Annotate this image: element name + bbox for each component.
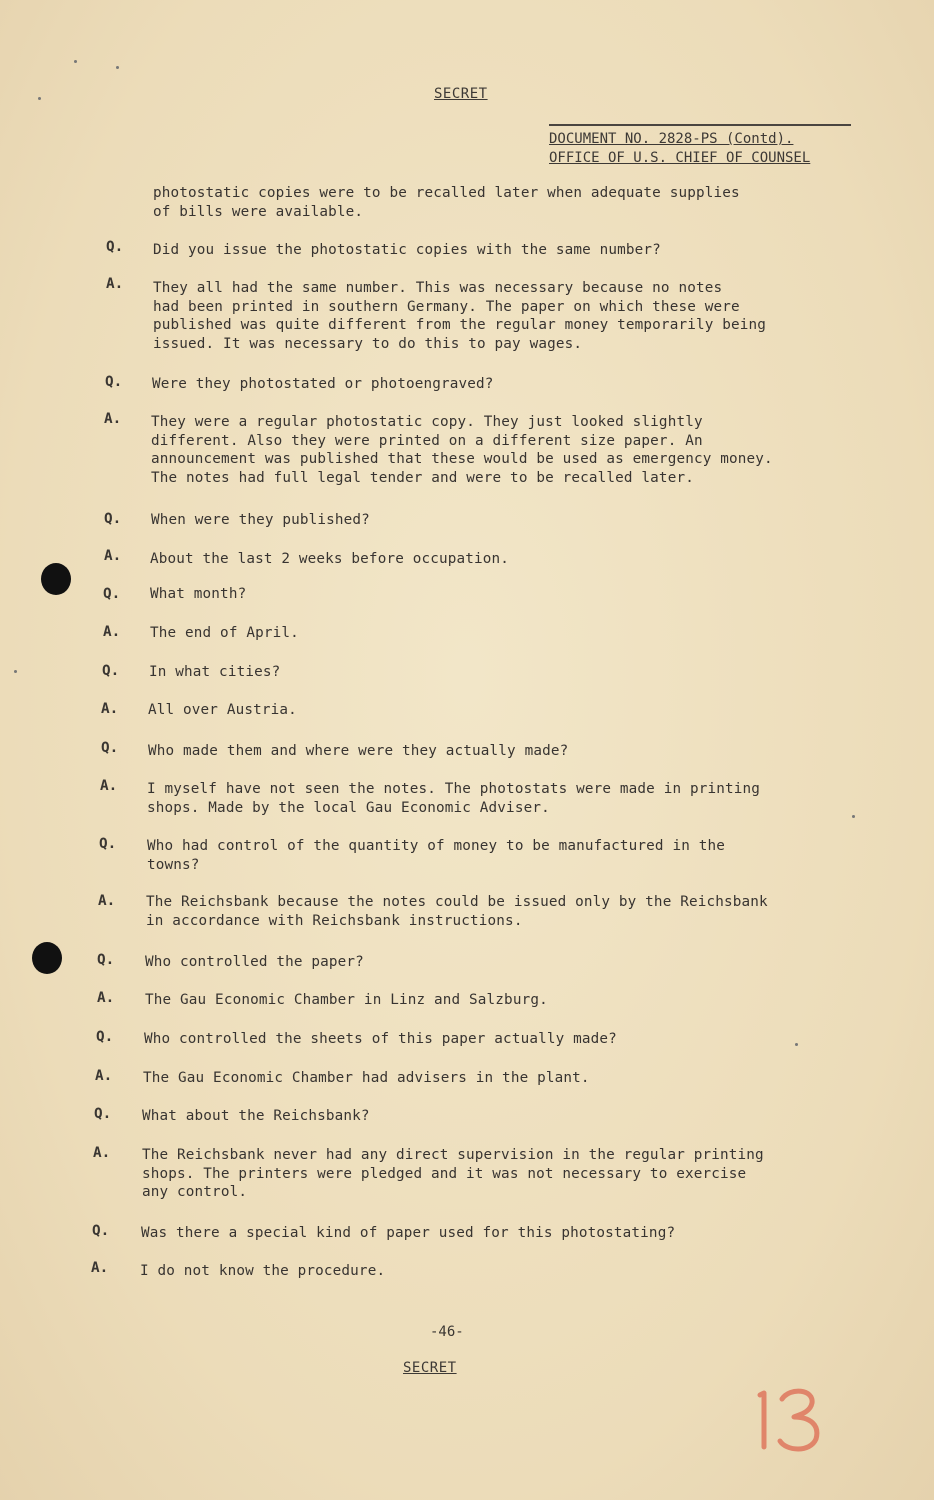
answer-text: The Gau Economic Chamber in Linz and Salzburg. [145,992,548,1008]
question-text: Who controlled the paper? [145,954,364,970]
punch-hole-mark [41,563,71,595]
document-reference [549,124,851,168]
question-text: Were they photostated or photoengraved? [152,376,494,392]
paper-speck [852,815,855,818]
qa-label: A. [104,548,122,564]
qa-label: A. [103,624,121,640]
qa-label: Q. [102,663,120,679]
office-line: OFFICE OF U.S. CHIEF OF COUNSEL [549,150,811,166]
qa-label: A. [104,411,122,427]
qa-label: A. [93,1145,111,1161]
answer-text: The Gau Economic Chamber had advisers in the plant. [143,1070,590,1086]
answer-text: They were a regular photostatic copy. They just looked slightly different. Also they were printed on a different size paper. An announcement was published that these would be used as emergency money. The notes had full legal tender and were to be recalled later. [151,414,773,486]
intro-line-2: of bills were available. [153,203,364,220]
question-text: When were they published? [151,512,370,528]
qa-label: A. [97,990,115,1006]
qa-label: A. [101,701,119,717]
qa-label: A. [98,893,116,909]
paper-speck [74,60,77,63]
handwritten-page-stamp [750,1385,825,1455]
question-text: Who made them and where were they actually made? [148,743,569,759]
question-text: What about the Reichsbank? [142,1108,370,1124]
answer-text: I myself have not seen the notes. The photostats were made in printing shops. Made by the local Gau Economic Adviser. [147,781,761,816]
paper-speck [795,1043,798,1046]
qa-label: Q. [105,374,123,390]
qa-label: Q. [92,1223,110,1239]
question-text: Who had control of the quantity of money to be manufactured in the towns? [147,838,725,873]
question-text: Who controlled the sheets of this paper actually made? [144,1031,617,1047]
classification-footer: SECRET [403,1360,457,1376]
stamp-digit-one [760,1393,764,1447]
classification-header: SECRET [434,86,488,102]
answer-text: The Reichsbank because the notes could be issued only by the Reichsbank in accordance with Reichsbank instructions. [146,894,768,929]
qa-label: Q. [94,1106,112,1122]
qa-label: Q. [97,952,115,968]
question-text: In what cities? [149,664,281,680]
answer-text: All over Austria. [148,702,297,718]
question-text: What month? [150,586,247,602]
qa-label: Q. [103,586,121,602]
answer-text: About the last 2 weeks before occupation. [150,551,510,567]
qa-label: Q. [106,239,124,255]
answer-text: They all had the same number. This was necessary because no notes had been printed in southern Germany. The paper on which these were published was quite different from the regular money temporarily being issued. It was necessary to do this to pay wages. [153,280,767,352]
question-text: Was there a special kind of paper used for this photostating? [141,1225,676,1241]
qa-label: A. [106,276,124,292]
punch-hole-mark [32,942,62,974]
qa-label: Q. [104,511,122,527]
paper-speck [116,66,119,69]
document-number: DOCUMENT NO. 2828-PS (Contd). [549,131,794,147]
qa-label: Q. [101,740,119,756]
question-text: Did you issue the photostatic copies with the same number? [153,242,661,258]
stamp-digits [760,1391,817,1449]
paper-speck [38,97,41,100]
qa-label: A. [95,1068,113,1084]
intro-line-1: photostatic copies were to be recalled later when adequate supplies [153,185,740,201]
answer-text: I do not know the procedure. [140,1263,386,1279]
page-number: -46- [430,1324,464,1340]
qa-label: Q. [96,1029,114,1045]
stamp-digit-three [780,1391,817,1449]
qa-label: A. [100,778,118,794]
paper-speck [14,670,17,673]
qa-label: A. [91,1260,109,1276]
qa-label: Q. [99,836,117,852]
answer-text: The Reichsbank never had any direct supervision in the regular printing shops. The printers were pledged and it was not necessary to exercise any control. [142,1147,764,1200]
intro-paragraph [153,184,740,221]
answer-text: The end of April. [150,625,299,641]
